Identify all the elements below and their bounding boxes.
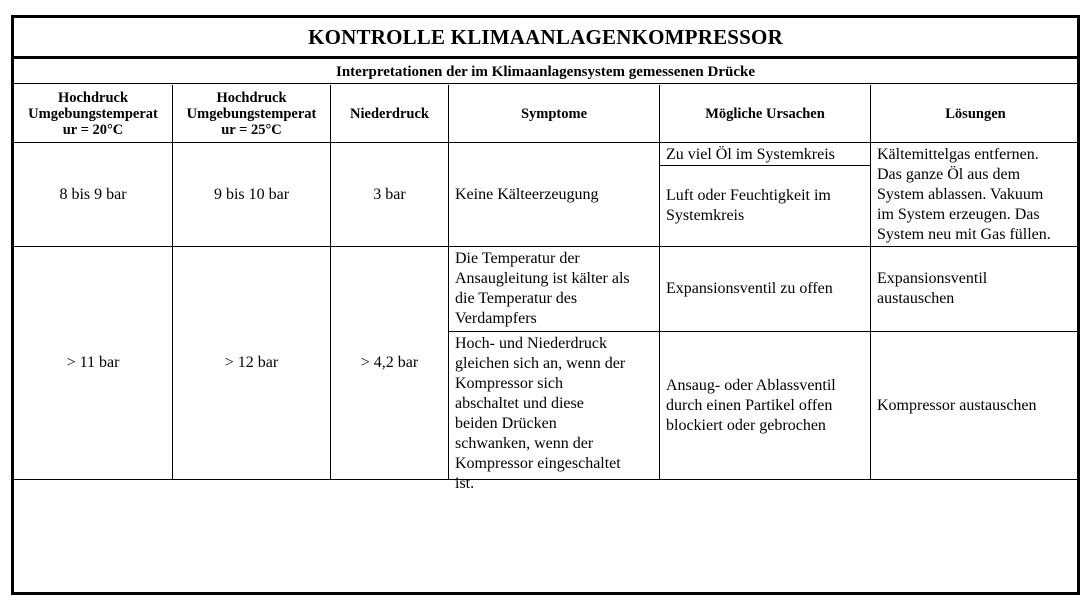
document-title: KONTROLLE KLIMAANLAGENKOMPRESSOR: [14, 18, 1077, 59]
row1-niederdruck: 3 bar: [373, 185, 406, 203]
header-ursachen: Mögliche Ursachen: [705, 105, 825, 122]
column-divider: [659, 85, 660, 480]
column-divider: [870, 85, 871, 480]
row1-symptom: Keine Kälteerzeugung: [455, 185, 599, 203]
row2-symptom-temperatur: Die Temperatur der Ansaugleitung ist kälter als die Temperatur des Verdampfers: [455, 250, 630, 327]
row1-ursache-luft: Luft oder Feuchtigkeit im Systemkreis: [666, 187, 831, 224]
header-hochdruck-25: Hochdruck Umgebungstemperat ur = 25°C: [186, 89, 317, 138]
row2-ursache-expansionsventil: Expansionsventil zu offen: [666, 280, 833, 297]
document-frame: [11, 15, 1080, 595]
row2-loesung-expansionsventil: Expansionsventil austauschen: [877, 270, 988, 307]
row2-symptom-druckausgleich: Hoch- und Niederdruck gleichen sich an, wenn der Kompressor sich abschaltet und diese beiden Drücken schwanken, wenn der Kompressor eingeschaltet ist.: [455, 335, 626, 492]
row1-loesung: Kältemittelgas entfernen. Das ganze Öl aus dem System ablassen. Vakuum im System erzeugen. Das System neu mit Gas füllen.: [877, 146, 1051, 243]
row1-hochdruck-25: 9 bis 10 bar: [213, 185, 290, 203]
table-subtitle: Interpretationen der im Klimaanlagensystem gemessenen Drücke: [14, 62, 1077, 84]
header-niederdruck: Niederdruck: [350, 105, 429, 122]
row2-hochdruck-20: > 11 bar: [66, 354, 120, 371]
row2-loesung-kompressor: Kompressor austauschen: [877, 396, 1037, 414]
row1-hochdruck-20: 8 bis 9 bar: [59, 185, 127, 203]
header-loesungen: Lösungen: [945, 105, 1006, 122]
column-divider: [448, 85, 449, 480]
row2-niederdruck: > 4,2 bar: [360, 354, 419, 371]
row2-ursache-ventil: Ansaug- oder Ablassventil durch einen Partikel offen blockiert oder gebrochen: [666, 376, 836, 434]
header-symptome: Symptome: [520, 105, 588, 122]
row1-ursache-oel: Zu viel Öl im Systemkreis: [666, 146, 835, 163]
header-hochdruck-20: Hochdruck Umgebungstemperat ur = 20°C: [28, 89, 158, 138]
row2-hochdruck-25: > 12 bar: [224, 354, 279, 371]
